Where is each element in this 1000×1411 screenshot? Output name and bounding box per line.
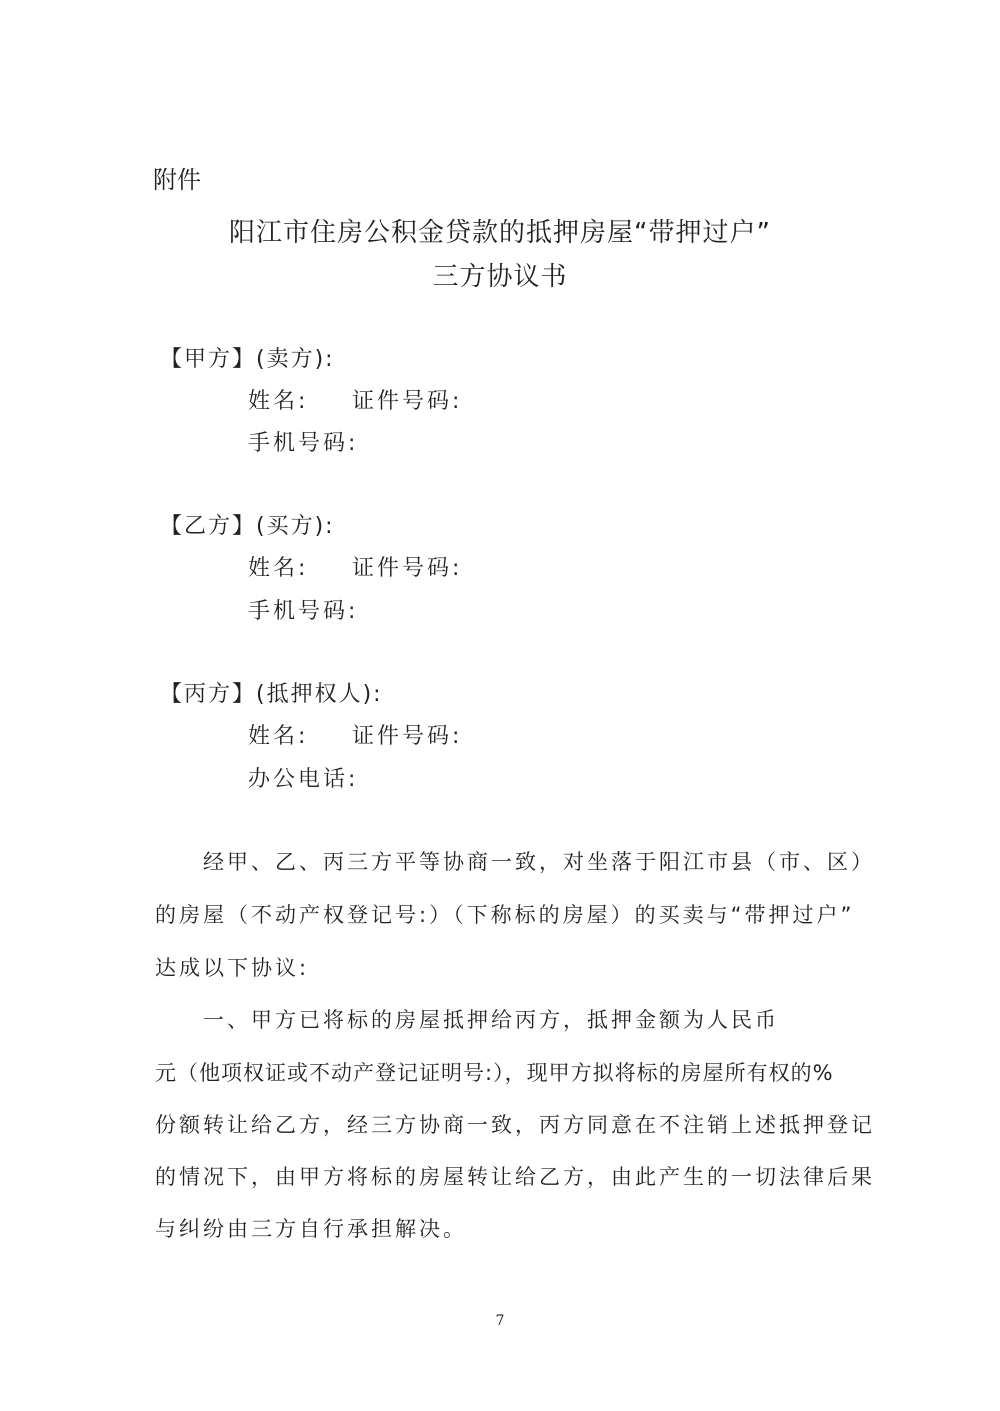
party-a-id-label: 证件号码: [352, 389, 463, 414]
party-b-id-label: 证件号码: [352, 556, 463, 581]
body-line-8: 与纠纷由三方自行承担解决。 [155, 1217, 467, 1241]
party-b-phone-label: 手机号码: [248, 599, 359, 624]
party-b-name-label: 姓名: [248, 556, 309, 581]
body-line-6: 份额转让给乙方，经三方协商一致，丙方同意在不注销上述抵押登记 [155, 1113, 875, 1137]
body-line-3: 达成以下协议: [155, 956, 310, 980]
body-line-7: 的情况下，由甲方将标的房屋转让给乙方，由此产生的一切法律后果 [155, 1165, 875, 1189]
party-c-phone-label: 办公电话: [248, 767, 359, 792]
body-line-1: 经甲、乙、丙三方平等协商一致，对坐落于阳江市县（市、区） [203, 850, 875, 874]
party-c-header: 【丙方】(抵押权人): [160, 682, 383, 707]
body-line-5: 元（他项权证或不动产登记证明号:），现甲方拟将标的房屋所有权的% [155, 1061, 834, 1085]
attachment-label: 附件 [153, 166, 201, 194]
title-line-2: 三方协议书 [432, 262, 568, 292]
party-a-name-label: 姓名: [248, 389, 309, 414]
party-a-phone-label: 手机号码: [248, 431, 359, 456]
body-line-2: 的房屋（不动产权登记号:）（下称标的房屋）的买卖与“带押过户” [155, 903, 855, 927]
party-a-header: 【甲方】(卖方): [160, 347, 335, 372]
body-line-4: 一、甲方已将标的房屋抵押给丙方，抵押金额为人民币 [203, 1008, 779, 1032]
party-b-header: 【乙方】(买方): [160, 514, 335, 539]
party-c-name-label: 姓名: [248, 724, 309, 749]
page-number: 7 [495, 1313, 505, 1329]
title-line-1: 阳江市住房公积金贷款的抵押房屋“带押过户” [229, 218, 771, 248]
party-c-id-label: 证件号码: [352, 724, 463, 749]
